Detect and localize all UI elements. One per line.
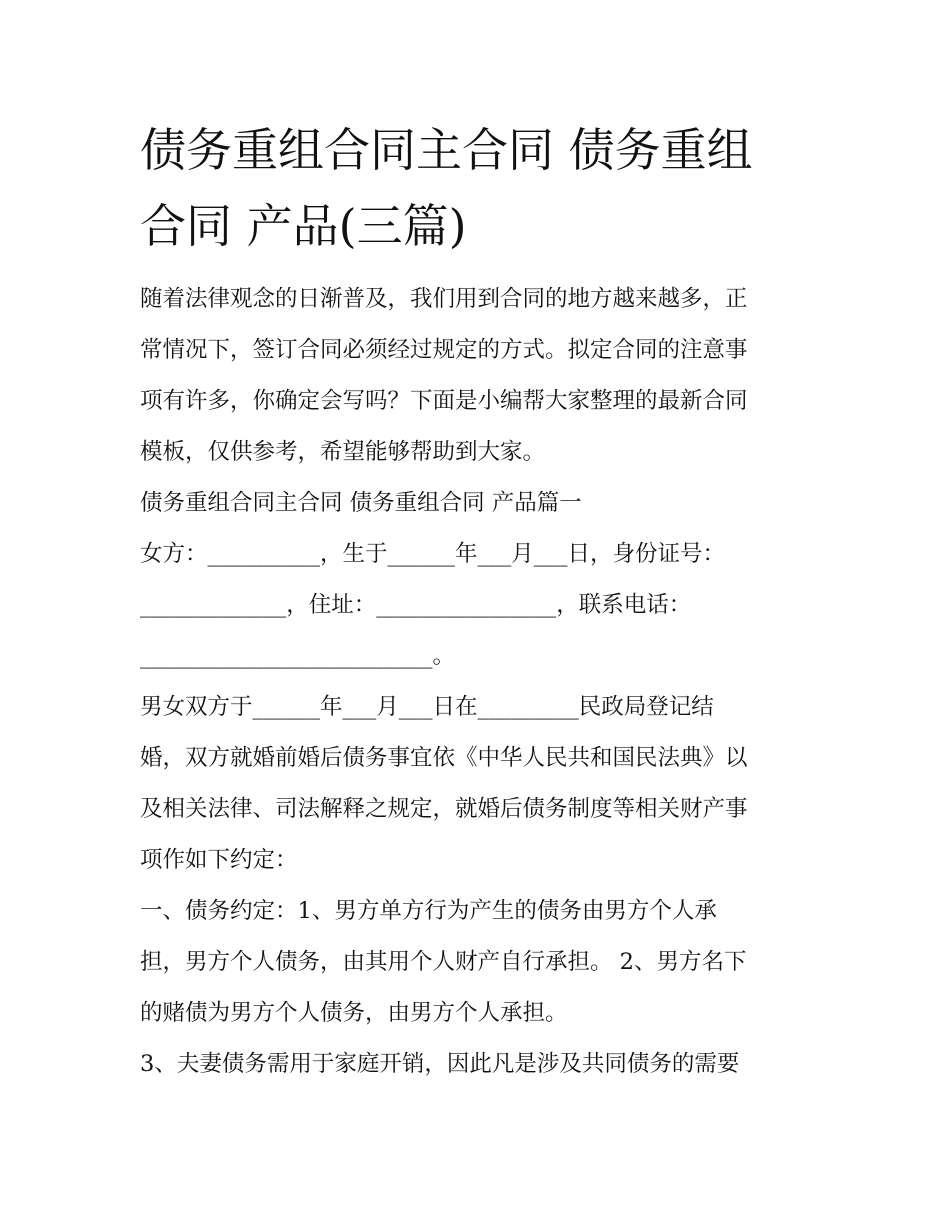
clause-line: 3、夫妻债务需用于家庭开销，因此凡是涉及共同债务的需要 [140, 1051, 740, 1077]
intro-line: 模板，仅供参考，希望能够帮助到大家。 [140, 439, 546, 465]
paragraph-line: 及相关法律、司法解释之规定，就婚后债务制度等相关财产事 [140, 796, 748, 822]
form-line-address: _____________，住址：________________，联系电话： [140, 592, 692, 618]
clause-line: 的赌债为男方个人债务，由男方个人承担。 [140, 1000, 568, 1026]
title-line: 合同 产品(三篇) [140, 199, 467, 253]
title-line: 债务重组合同主合同 债务重组 [140, 123, 753, 177]
intro-line: 项有许多，你确定会写吗？下面是小编帮大家整理的最新合同 [140, 388, 748, 414]
clause-line: 担，男方个人债务，由其用个人财产自行承担。 2、男方名下 [140, 949, 747, 975]
form-line-phone: __________________________。 [140, 643, 456, 669]
intro-line: 随着法律观念的日渐普及，我们用到合同的地方越来越多，正 [140, 286, 748, 312]
document-title [140, 112, 820, 264]
paragraph-line: 婚，双方就婚前婚后债务事宜依《中华人民共和国民法典》以 [140, 745, 748, 771]
intro-line: 常情况下，签订合同必须经过规定的方式。拟定合同的注意事 [140, 337, 748, 363]
section-heading: 债务重组合同主合同 债务重组合同 产品篇一 [140, 490, 582, 516]
form-line-female-party: 女方：__________，生于______年___月___日，身份证号： [140, 541, 726, 567]
clause-line: 一、债务约定：1、男方单方行为产生的债务由男方个人承 [140, 898, 717, 924]
paragraph-line: 项作如下约定： [140, 847, 298, 873]
paragraph-line: 男女双方于______年___月___日在_________民政局登记结 [140, 694, 714, 720]
